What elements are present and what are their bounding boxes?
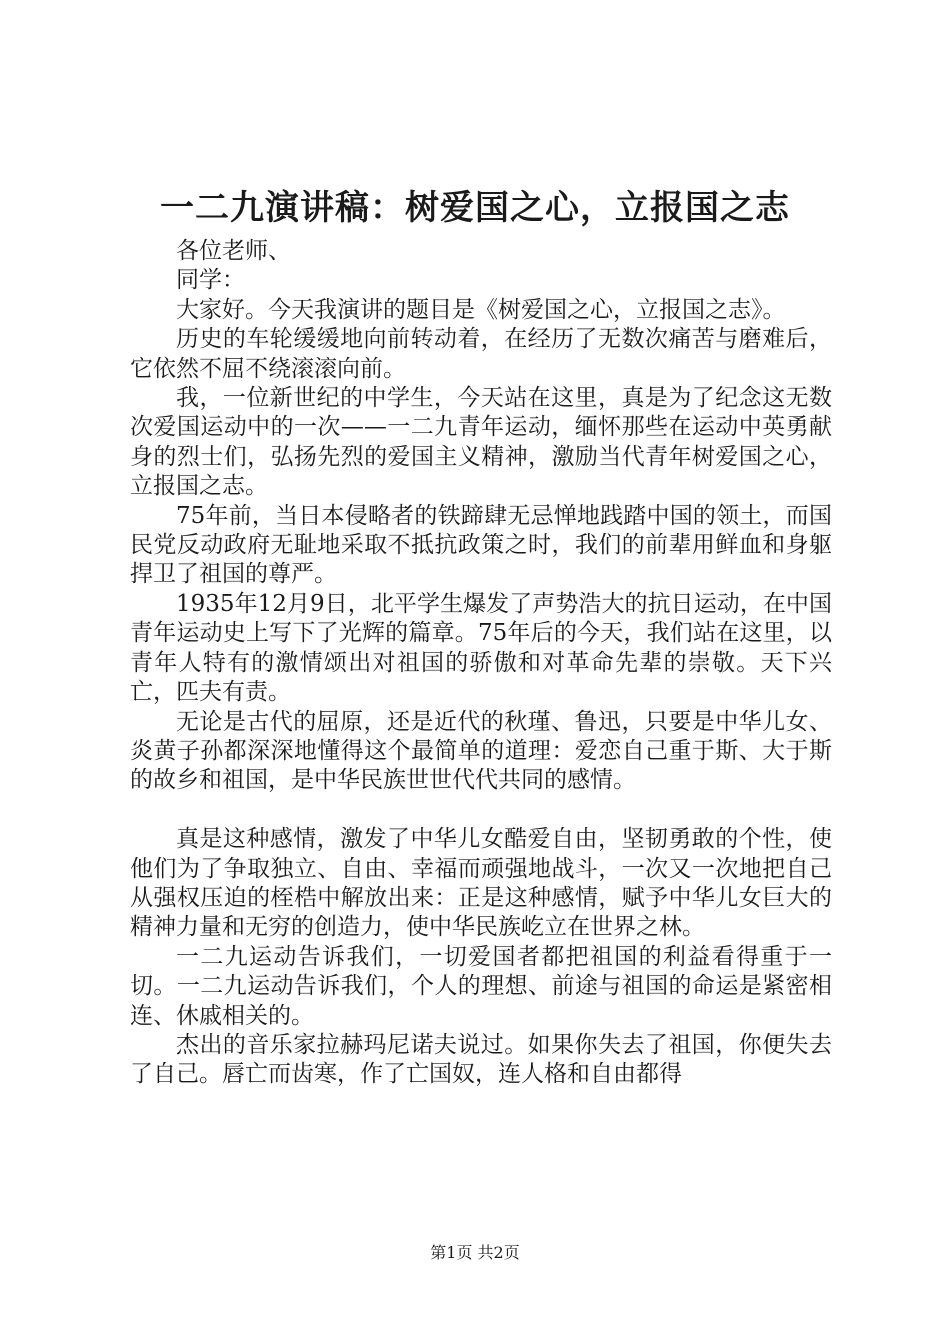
paragraph: 杰出的音乐家拉赫玛尼诺夫说过。如果你失去了祖国，你便失去了自己。唇亡而齿寒，作了亡国奴，连人格和自由都得: [130, 1031, 832, 1088]
paragraph: 无论是古代的屈原，还是近代的秋瑾、鲁迅，只要是中华儿女、炎黄子孙都深深地懂得这个最简单的道理：爱恋自己重于斯、大于斯的故乡和祖国，是中华民族世世代代共同的感情。: [130, 708, 832, 794]
blank-line: [130, 796, 832, 825]
greeting-line: 同学：: [176, 267, 245, 294]
document-body: [130, 237, 832, 1090]
greeting-line: 各位老师、: [176, 238, 291, 264]
paragraph: 大家好。今天我演讲的题目是《树爱国之心，立报国之志》。: [176, 296, 786, 323]
document-title: 一二九演讲稿：树爱国之心，立报国之志: [160, 188, 790, 228]
page-footer: 第1页 共2页: [430, 1243, 520, 1262]
paragraph: 一二九运动告诉我们，一切爱国者都把祖国的利益看得重于一切。一二九运动告诉我们，个人的理想、前途与祖国的命运是紧密相连、休戚相关的。: [130, 943, 832, 1029]
paragraph: 我，一位新世纪的中学生，今天站在这里，真是为了纪念这无数次爱国运动中的一次——一二九青年运动，缅怀那些在运动中英勇献身的烈士们，弘扬先烈的爱国主义精神，激励当代青年树爱国之心，立报国之志。: [130, 385, 832, 500]
paragraph: 历史的车轮缓缓地向前转动着，在经历了无数次痛苦与磨难后，它依然不屈不绕滚滚向前。: [130, 326, 832, 382]
paragraph: 1935年12月9日，北平学生爆发了声势浩大的抗日运动，在中国青年运动史上写下了光辉的篇章。75年后的今天，我们站在这里，以青年人特有的激情颂出对祖国的骄傲和对革命先辈的崇敬。天下兴亡，匹夫有责。: [130, 590, 832, 706]
paragraph: 真是这种感情，激发了中华儿女酷爱自由，坚韧勇敢的个性，使他们为了争取独立、自由、幸福而顽强地战斗，一次又一次地把自己从强权压迫的桎梏中解放出来：正是这种感情，赋予中华儿女巨大的精神力量和无穷的创造力，使中华民族屹立在世界之林。: [130, 826, 832, 941]
paragraph: 75年前，当日本侵略者的铁蹄肆无忌惮地践踏中国的领土，而国民党反动政府无耻地采取不抵抗政策之时，我们的前辈用鲜血和身躯捍卫了祖国的尊严。: [130, 502, 832, 588]
